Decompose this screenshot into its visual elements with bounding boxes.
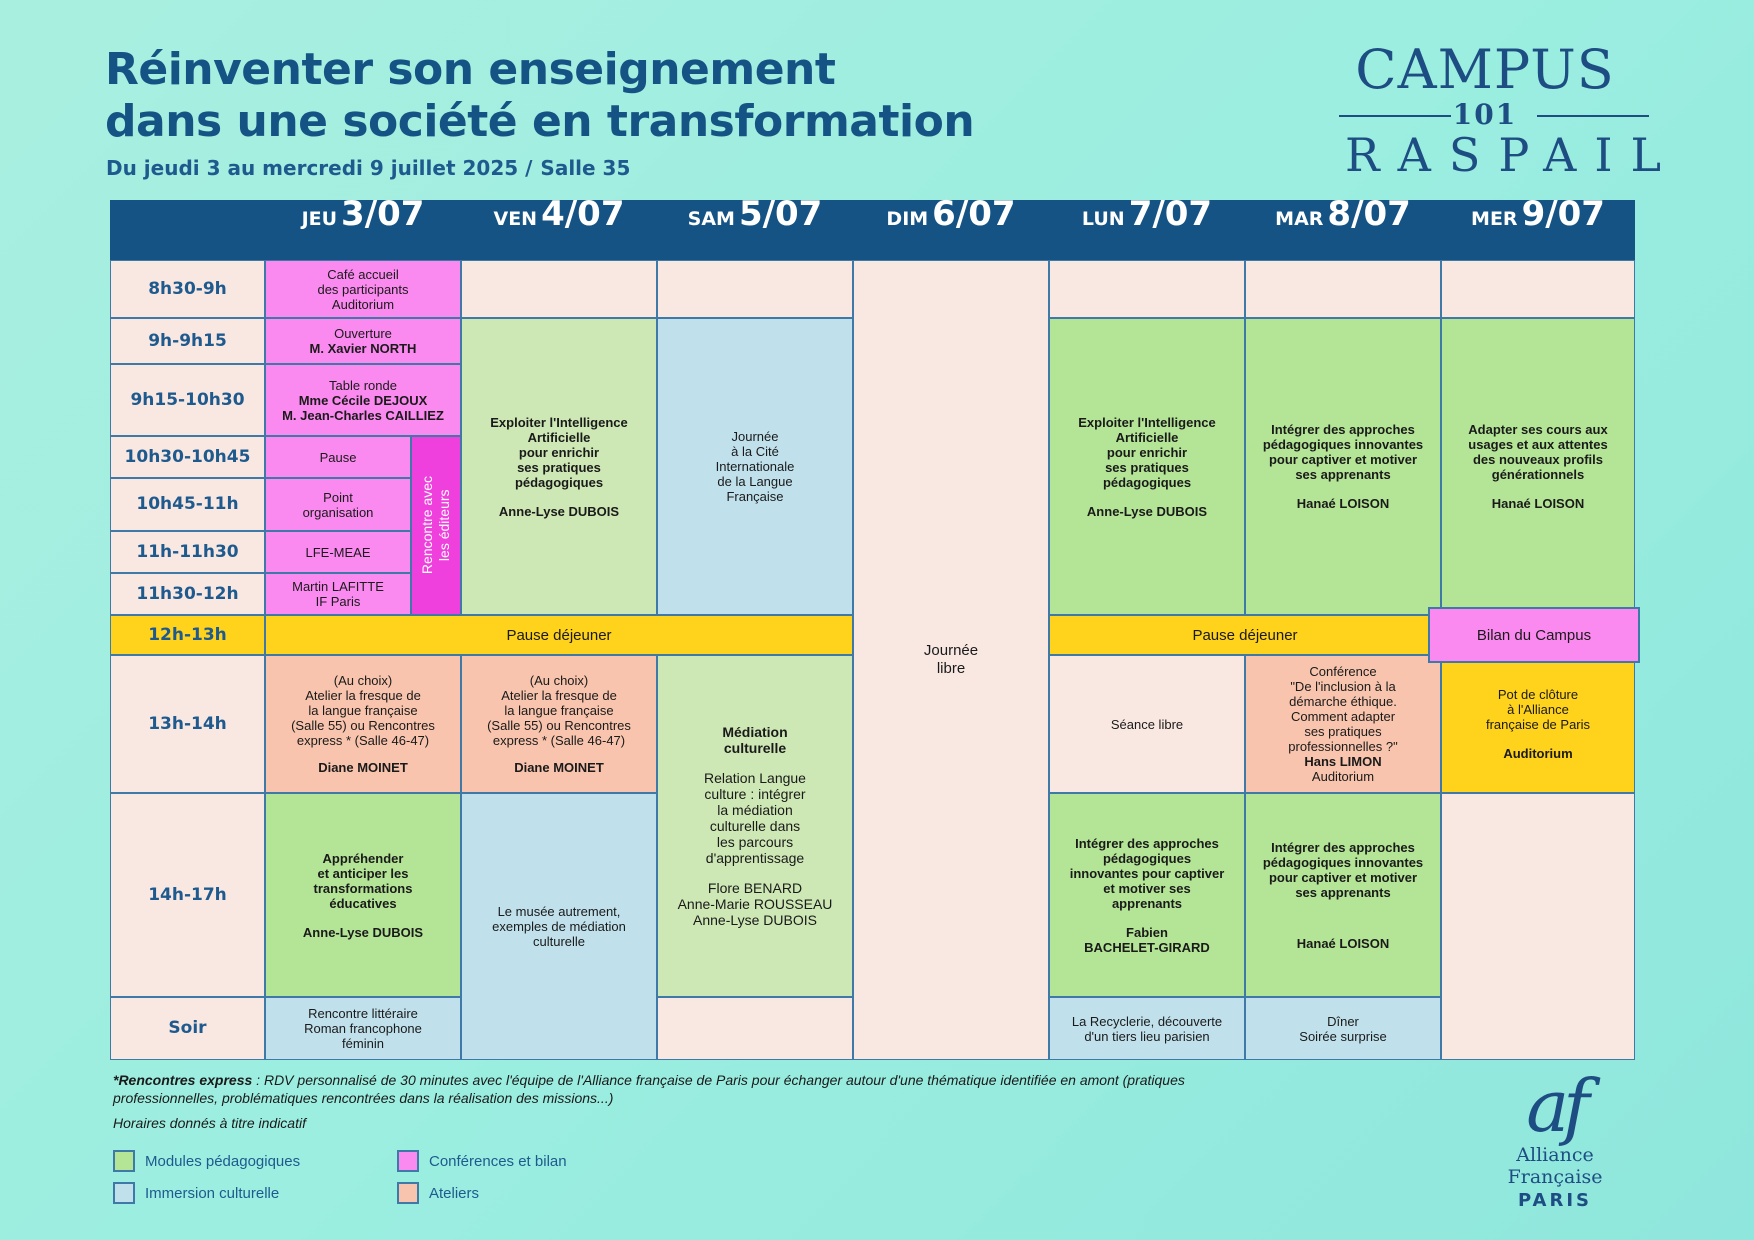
time-slot: 14h-17h xyxy=(110,793,265,997)
lun-seance-libre: Séance libre xyxy=(1049,655,1245,793)
time-slot: 11h30-12h xyxy=(110,573,265,615)
footnote-indicatif: Horaires donnés à titre indicatif xyxy=(113,1115,306,1131)
subtitle xyxy=(106,156,630,180)
mer-bilan-campus: Bilan du Campus xyxy=(1429,608,1639,662)
jeu-module: Appréhender et anticiper les transformations éducatives Anne-Lyse DUBOIS xyxy=(265,793,461,997)
legend-swatch xyxy=(113,1182,135,1204)
jeu-lfe-meae: LFE-MEAE xyxy=(265,531,411,573)
footnote-label: *Rencontres express xyxy=(113,1072,253,1088)
legend-swatch xyxy=(397,1182,419,1204)
day-header-jeu: JEU 3/07 xyxy=(265,200,461,260)
time-slot: 13h-14h xyxy=(110,655,265,793)
mer-pot-cloture: Pot de clôture à l'Alliance française de Paris Auditorium xyxy=(1441,655,1635,793)
alliance-francaise-logo xyxy=(1470,1064,1640,1211)
subtitle-dates: Du jeudi 3 au mercredi 9 juillet 2025 / xyxy=(106,156,533,180)
day-header-lun: LUN 7/07 xyxy=(1049,200,1245,260)
lunch-break: Pause déjeuner xyxy=(1049,615,1441,655)
mar-soir: Dîner Soirée surprise xyxy=(1245,997,1441,1060)
ven-module: Exploiter l'Intelligence Artificielle pour enrichir ses pratiques pédagogiques Anne-Lyse DUBOIS xyxy=(461,318,657,615)
legend-item-ateliers: Ateliers xyxy=(397,1182,479,1204)
time-slot: 9h15-10h30 xyxy=(110,364,265,436)
time-slot: 12h-13h xyxy=(110,615,265,655)
time-slot: 9h-9h15 xyxy=(110,318,265,364)
legend-item-modules: Modules pédagogiques xyxy=(113,1150,300,1172)
time-slot: 8h30-9h xyxy=(110,260,265,318)
mar-module-2: Intégrer des approches pédagogiques innovantes pour captiver et motiver ses apprenants Hanaé LOISON xyxy=(1245,793,1441,997)
time-slot: 11h-11h30 xyxy=(110,531,265,573)
sam-cite-langue: Journée à la Cité Internationale de la Langue Française xyxy=(657,318,853,615)
jeu-cafe-accueil: Café accueil des participants Auditorium xyxy=(265,260,461,318)
day-header-mar: MAR 8/07 xyxy=(1245,200,1441,260)
empty-cell xyxy=(1441,260,1635,318)
jeu-table-ronde: Table ronde Mme Cécile DEJOUX M. Jean-Charles CAILLIEZ xyxy=(265,364,461,436)
empty-cell xyxy=(1441,793,1635,1060)
ven-musee: Le musée autrement, exemples de médiation culturelle xyxy=(461,793,657,1060)
page-title xyxy=(105,44,974,148)
day-header-dim: DIM 6/07 xyxy=(853,200,1049,260)
lunch-break: Pause déjeuner xyxy=(265,615,853,655)
jeu-atelier: (Au choix) Atelier la fresque de la langue française (Salle 55) ou Rencontres express * (Salle 46-47) Diane MOINET xyxy=(265,655,461,793)
header-corner xyxy=(110,200,265,260)
legend-swatch xyxy=(113,1150,135,1172)
time-slot: 10h45-11h xyxy=(110,478,265,531)
time-slot: Soir xyxy=(110,997,265,1060)
title-line-1: Réinventer son enseignement xyxy=(105,44,836,95)
time-slot: 10h30-10h45 xyxy=(110,436,265,478)
day-header-ven: VEN 4/07 xyxy=(461,200,657,260)
mar-module: Intégrer des approches pédagogiques innovantes pour captiver et motiver ses apprenants Hanaé LOISON xyxy=(1245,318,1441,615)
jeu-point-organisation: Point organisation xyxy=(265,478,411,531)
af-city: PARIS xyxy=(1518,1190,1592,1211)
lun-module: Exploiter l'Intelligence Artificielle pour enrichir ses pratiques pédagogiques Anne-Lyse DUBOIS xyxy=(1049,318,1245,615)
subtitle-room: Salle 35 xyxy=(540,156,631,180)
legend-swatch xyxy=(397,1150,419,1172)
day-header-mer: MER 9/07 xyxy=(1441,200,1635,260)
sam-mediation: Médiation culturelle Relation Langue culture : intégrer la médiation culturelle dans les parcours d'apprentissage Flore BENARD Anne-Marie ROUSSEAU Anne-Lyse DUBOIS xyxy=(657,655,853,997)
footnotes xyxy=(113,1071,1193,1132)
lun-module-2: Intégrer des approches pédagogiques innovantes pour captiver et motiver ses apprenants Fabien BACHELET-GIRARD xyxy=(1049,793,1245,997)
legend-item-immersion: Immersion culturelle xyxy=(113,1182,279,1204)
legend-item-conferences: Conférences et bilan xyxy=(397,1150,567,1172)
campus-logo-line-2: 101 xyxy=(1452,98,1518,131)
af-name: Alliance Française xyxy=(1507,1144,1603,1188)
empty-cell xyxy=(657,997,853,1060)
campus-logo xyxy=(1335,38,1680,182)
jeu-martin-lafitte: Martin LAFITTE IF Paris xyxy=(265,573,411,615)
lun-soir: La Recyclerie, découverte d'un tiers lieu parisien xyxy=(1049,997,1245,1060)
jeu-ouverture: Ouverture M. Xavier NORTH xyxy=(265,318,461,364)
title-line-2: dans une société en transformation xyxy=(105,96,975,147)
empty-cell xyxy=(657,260,853,318)
schedule-table xyxy=(110,194,1635,1060)
dim-journee-libre: Journée libre xyxy=(853,260,1049,1060)
jeu-soir: Rencontre littéraire Roman francophone féminin xyxy=(265,997,461,1060)
mar-conference: Conférence "De l'inclusion à la démarche éthique. Comment adapter ses pratiques professionnelles ?" Hans LIMON Auditorium xyxy=(1245,655,1441,793)
empty-cell xyxy=(1049,260,1245,318)
empty-cell xyxy=(461,260,657,318)
jeu-pause: Pause xyxy=(265,436,411,478)
mer-module: Adapter ses cours aux usages et aux attentes des nouveaux profils générationnels Hanaé LOISON xyxy=(1441,318,1635,615)
campus-logo-line-3: RASPAIL xyxy=(1345,128,1680,182)
campus-logo-line-1: CAMPUS xyxy=(1355,38,1615,101)
ven-atelier: (Au choix) Atelier la fresque de la langue française (Salle 55) ou Rencontres express * (Salle 46-47) Diane MOINET xyxy=(461,655,657,793)
jeu-rencontre-editeurs: Rencontre avec les éditeurs xyxy=(411,436,461,615)
empty-cell xyxy=(1245,260,1441,318)
footnote-text: : RDV personnalisé de 30 minutes avec l'équipe de l'Alliance française de Paris pour échanger autour d'une thématique identifiée en amont (pratiques professionnelles, problématiques rencontrées dans la réalisation des missions...) xyxy=(113,1072,1185,1106)
af-mark: af xyxy=(1526,1064,1584,1148)
day-header-sam: SAM 5/07 xyxy=(657,200,853,260)
